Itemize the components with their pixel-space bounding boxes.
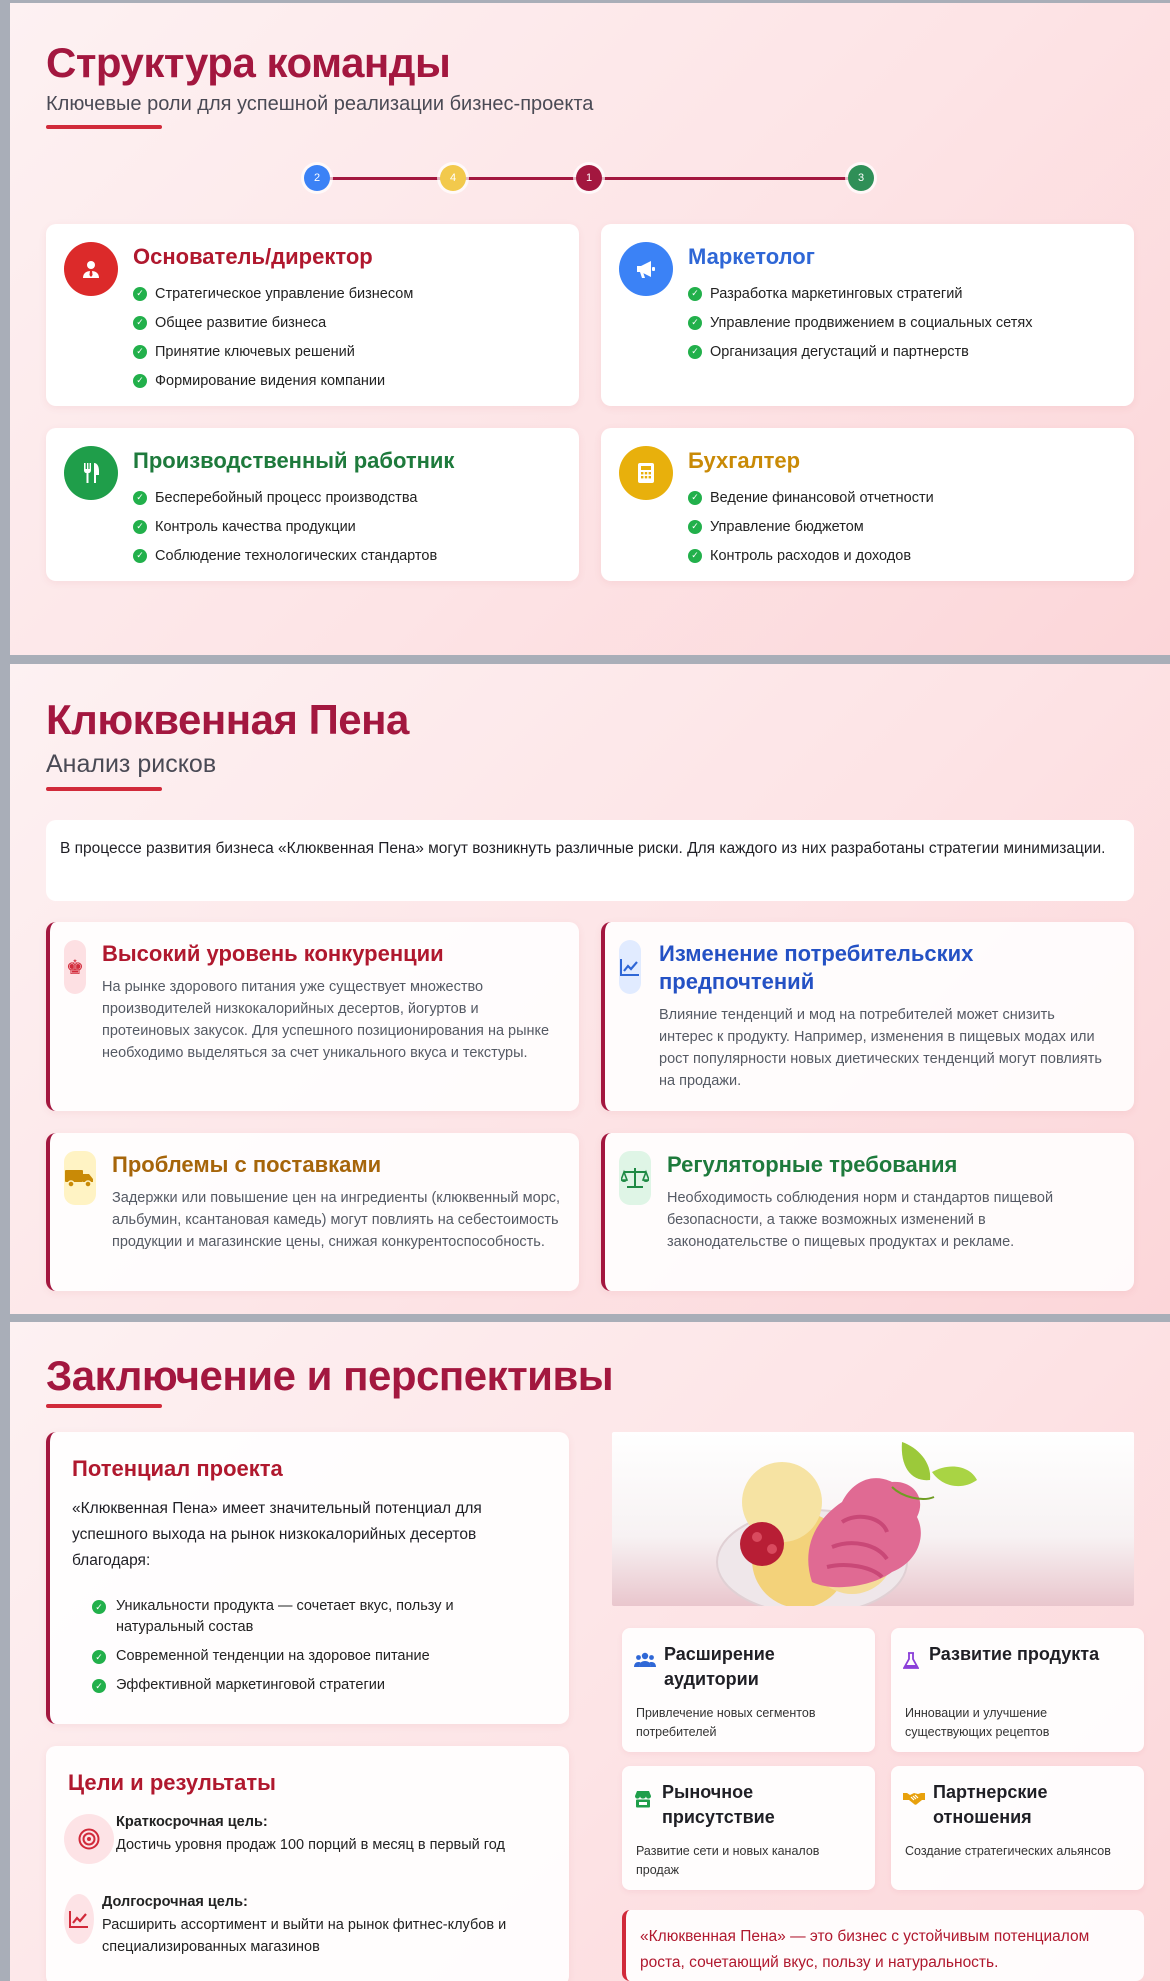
risk-description: Необходимость соблюдения норм и стандартов пищевой безопасности, а также возможных изменений в законодательстве о пищевых продуктах и рекламе. (667, 1190, 1054, 1250)
risk-description: Влияние тенденций и мод на потребителей может снизить интерес к продукту. Например, изменения в пищевых модах или рост популярности новых диетических тенденций могут повлиять на продажи. (659, 1007, 1102, 1089)
check-icon: ✓ (92, 1650, 106, 1664)
risk-card-competition (46, 922, 579, 1111)
page-title: Заключение и перспективы (46, 1352, 614, 1399)
timeline-dot: 3 (848, 165, 874, 191)
role-card-marketer (601, 224, 1134, 406)
role-duties (133, 483, 437, 570)
goal-label: Краткосрочная цель: (116, 1814, 268, 1830)
utensils-icon (64, 446, 118, 500)
check-icon: ✓ (133, 316, 147, 330)
list-item: ✓ Организация дегустаций и партнерств (688, 337, 1032, 366)
goal-text: Достичь уровня продаж 100 порций в месяц в первый год (116, 1837, 505, 1853)
title-underline (46, 787, 162, 791)
handshake-icon (903, 1790, 925, 1811)
direction-text: Инновации и улучшение существующих рецептов (905, 1706, 1050, 1739)
direction-card-market (622, 1766, 875, 1890)
direction-card-audience (622, 1628, 875, 1752)
list-item: ✓ Общее развитие бизнеса (133, 308, 413, 337)
timeline-dot: 1 (576, 165, 602, 191)
risk-card-supply (46, 1133, 579, 1291)
megaphone-icon (619, 242, 673, 296)
role-title: Основатель/директор (133, 244, 373, 269)
list-item: ✓ Бесперебойный процесс производства (133, 483, 437, 512)
list-item: ✓ Управление бюджетом (688, 512, 934, 541)
users-icon (634, 1652, 656, 1673)
page-title: Клюквенная Пена (46, 696, 409, 743)
check-icon: ✓ (133, 374, 147, 388)
timeline-dot: 4 (440, 165, 466, 191)
check-icon: ✓ (688, 520, 702, 534)
risk-description: Задержки или повышение цен на ингредиенты (клюквенный морс, альбумин, ксантановая камедь) могут повлиять на себестоимость продукции и магазинские цены, снижая конкурентоспособность. (112, 1190, 561, 1250)
panel-text: «Клюквенная Пена» имеет значительный потенциал для успешного выхода на рынок низкокалорийных десертов благодаря: (72, 1500, 482, 1569)
list-item: ✓ Современной тенденции на здоровое питание (92, 1646, 492, 1667)
flask-icon (903, 1652, 919, 1675)
risk-title: Высокий уровень конкуренции (102, 941, 444, 966)
check-icon: ✓ (133, 491, 147, 505)
direction-text: Привлечение новых сегментов потребителей (636, 1706, 816, 1739)
page-title: Структура команды (46, 39, 451, 86)
list-item: ✓ Уникальности продукта — сочетает вкус, пользу и натуральный состав (92, 1596, 492, 1638)
check-icon: ✓ (688, 316, 702, 330)
direction-title: Партнерские отношения (933, 1782, 1048, 1827)
goal-text: Расширить ассортимент и выйти на рынок фитнес-клубов и специализированных магазинов (102, 1917, 507, 1955)
calculator-icon (619, 446, 673, 500)
list-item: ✓ Контроль качества продукции (133, 512, 437, 541)
direction-card-product (891, 1628, 1144, 1752)
panel-title: Потенциал проекта (72, 1456, 283, 1481)
chess-icon: ♚ (64, 940, 86, 994)
risk-title: Регуляторные требования (667, 1152, 958, 1177)
list-item: ✓ Соблюдение технологических стандартов (133, 541, 437, 570)
direction-title: Рыночное присутствие (662, 1782, 775, 1827)
title-underline (46, 125, 162, 129)
user-tie-icon (64, 242, 118, 296)
page-subtitle: Ключевые роли для успешной реализации бизнес-проекта (46, 93, 594, 115)
closing-quote: «Клюквенная Пена» — это бизнес с устойчивым потенциалом роста, сочетающий вкус, пользу и натуральность. (622, 1910, 1144, 1981)
goal-label: Долгосрочная цель: (102, 1894, 248, 1910)
role-card-director (46, 224, 579, 406)
dessert-image (612, 1432, 1134, 1606)
page-subtitle: Анализ рисков (46, 750, 217, 778)
store-icon (634, 1790, 652, 1813)
risk-card-regulatory (601, 1133, 1134, 1291)
direction-text: Развитие сети и новых каналов продаж (636, 1844, 820, 1877)
risk-title: Проблемы с поставками (112, 1152, 382, 1177)
chart-line-icon (64, 1894, 94, 1944)
list-item: ✓ Контроль расходов и доходов (688, 541, 934, 570)
list-item: ✓ Стратегическое управление бизнесом (133, 279, 413, 308)
check-icon: ✓ (133, 345, 147, 359)
direction-title: Развитие продукта (929, 1644, 1100, 1664)
direction-title: Расширение аудитории (664, 1644, 775, 1689)
role-card-production (46, 428, 579, 581)
list-item: ✓ Ведение финансовой отчетности (688, 483, 934, 512)
truck-icon (64, 1151, 96, 1205)
list-item: ✓ Эффективной маркетинговой стратегии (92, 1675, 492, 1696)
timeline-dot: 2 (304, 165, 330, 191)
check-icon: ✓ (92, 1679, 106, 1693)
scale-icon (619, 1151, 651, 1205)
list-item: ✓ Принятие ключевых решений (133, 337, 413, 366)
role-title: Производственный работник (133, 448, 455, 473)
slide-conclusion (10, 1322, 1170, 1981)
direction-text: Создание стратегических альянсов (905, 1844, 1111, 1858)
role-title: Бухгалтер (688, 448, 801, 473)
advantages-list (92, 1596, 492, 1704)
trend-icon (619, 940, 641, 994)
check-icon: ✓ (92, 1600, 106, 1614)
risk-title: Изменение потребительских предпочтений (659, 941, 974, 994)
panel-title: Цели и результаты (68, 1770, 276, 1795)
role-duties (133, 279, 413, 395)
target-icon (64, 1814, 114, 1864)
list-item: ✓ Формирование видения компании (133, 366, 413, 395)
role-duties (688, 483, 934, 570)
risk-card-preferences (601, 922, 1134, 1111)
check-icon: ✓ (688, 491, 702, 505)
title-underline (46, 1404, 162, 1408)
role-title: Маркетолог (688, 244, 815, 269)
goals-panel (46, 1746, 569, 1981)
check-icon: ✓ (688, 287, 702, 301)
direction-card-partnership (891, 1766, 1144, 1890)
check-icon: ✓ (133, 287, 147, 301)
slide-team-structure (10, 3, 1170, 655)
check-icon: ✓ (133, 520, 147, 534)
check-icon: ✓ (688, 345, 702, 359)
intro-text: В процессе развития бизнеса «Клюквенная Пена» могут возникнуть различные риски. Для каждого из них разработаны стратегии минимизации. (46, 820, 1134, 901)
check-icon: ✓ (688, 549, 702, 563)
risk-description: На рынке здорового питания уже существует множество производителей низкокалорийных десертов, йогуртов и протеиновых закусок. Для успешного позиционирования на рынке необходимо выделяться за счет уникального вкуса и текстуры. (102, 979, 550, 1061)
potential-panel (46, 1432, 569, 1724)
list-item: ✓ Управление продвижением в социальных сетях (688, 308, 1032, 337)
check-icon: ✓ (133, 549, 147, 563)
list-item: ✓ Разработка маркетинговых стратегий (688, 279, 1032, 308)
slide-risk-analysis (10, 664, 1170, 1314)
role-duties (688, 279, 1032, 366)
role-card-accountant (601, 428, 1134, 581)
